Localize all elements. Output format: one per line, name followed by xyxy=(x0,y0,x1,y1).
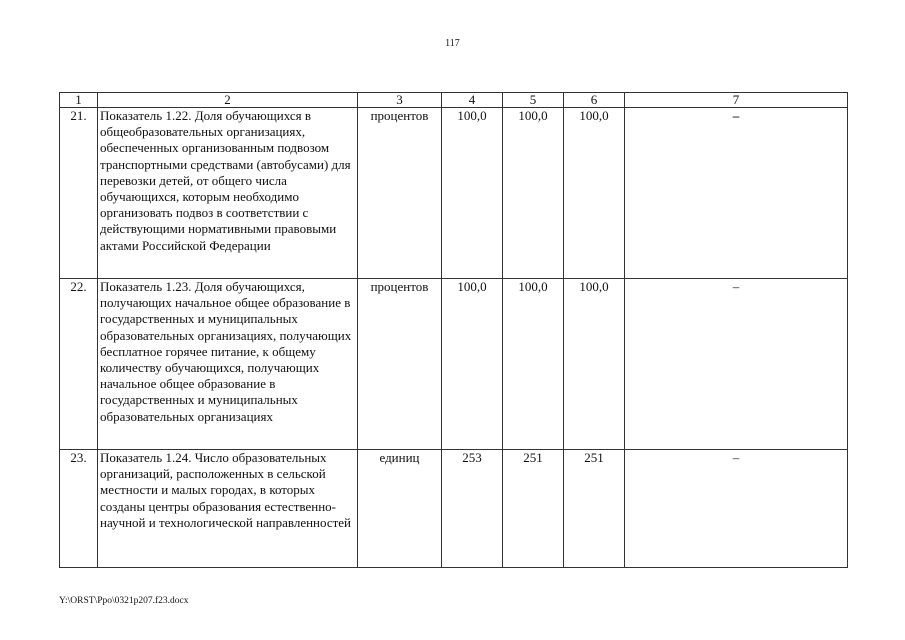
value-col-6: 100,0 xyxy=(564,279,625,450)
value-col-4: 100,0 xyxy=(442,279,503,450)
header-col-2: 2 xyxy=(98,93,358,108)
dash-mark: – xyxy=(732,450,740,465)
note-cell xyxy=(625,450,848,568)
value-col-6: 100,0 xyxy=(564,108,625,279)
value-col-4: 100,0 xyxy=(442,108,503,279)
unit-cell: единиц xyxy=(358,450,442,568)
table-row xyxy=(60,108,848,279)
page-number: 117 xyxy=(445,38,460,49)
indicator-description: Показатель 1.22. Доля обучающихся в общеобразовательных организациях, обеспеченных организованным подвозом транспортными средствами (автобусами) для перевозки детей, от общего числа обучающихся, которым необходимо организовать подвоз в соответствии с действующими нормативными правовыми актами Российской Федерации xyxy=(98,108,358,279)
table-row xyxy=(60,450,848,568)
file-path-footer: Y:\ORST\Ppo\0321p207.f23.docx xyxy=(59,596,189,606)
table-row xyxy=(60,279,848,450)
value-col-5: 100,0 xyxy=(503,108,564,279)
indicator-description: Показатель 1.23. Доля обучающихся, получающих начальное общее образование в государственных и муниципальных образовательных организациях, получающих бесплатное горячее питание, к общему количеству обучающихся, получающих начальное общее образование в государственных и муниципальных образовательных организациях xyxy=(98,279,358,450)
value-col-5: 251 xyxy=(503,450,564,568)
row-number: 23. xyxy=(60,450,98,568)
header-col-7: 7 xyxy=(625,93,848,108)
value-col-4: 253 xyxy=(442,450,503,568)
header-row xyxy=(60,93,848,108)
unit-cell: процентов xyxy=(358,108,442,279)
value-col-5: 100,0 xyxy=(503,279,564,450)
unit-cell: процентов xyxy=(358,279,442,450)
value-col-6: 251 xyxy=(564,450,625,568)
indicators-table xyxy=(59,92,848,568)
note-cell xyxy=(625,108,848,279)
row-number: 21. xyxy=(60,108,98,279)
row-number: 22. xyxy=(60,279,98,450)
indicator-description: Показатель 1.24. Число образовательных организаций, расположенных в сельской местности и малых городах, в которых созданы центры образования естественно-научной и технологической направленностей xyxy=(98,450,358,568)
dash-mark: – xyxy=(732,279,740,294)
header-col-6: 6 xyxy=(564,93,625,108)
note-cell xyxy=(625,279,848,450)
header-col-5: 5 xyxy=(503,93,564,108)
header-col-1: 1 xyxy=(60,93,98,108)
header-col-3: 3 xyxy=(358,93,442,108)
dash-mark: – xyxy=(732,108,740,123)
header-col-4: 4 xyxy=(442,93,503,108)
